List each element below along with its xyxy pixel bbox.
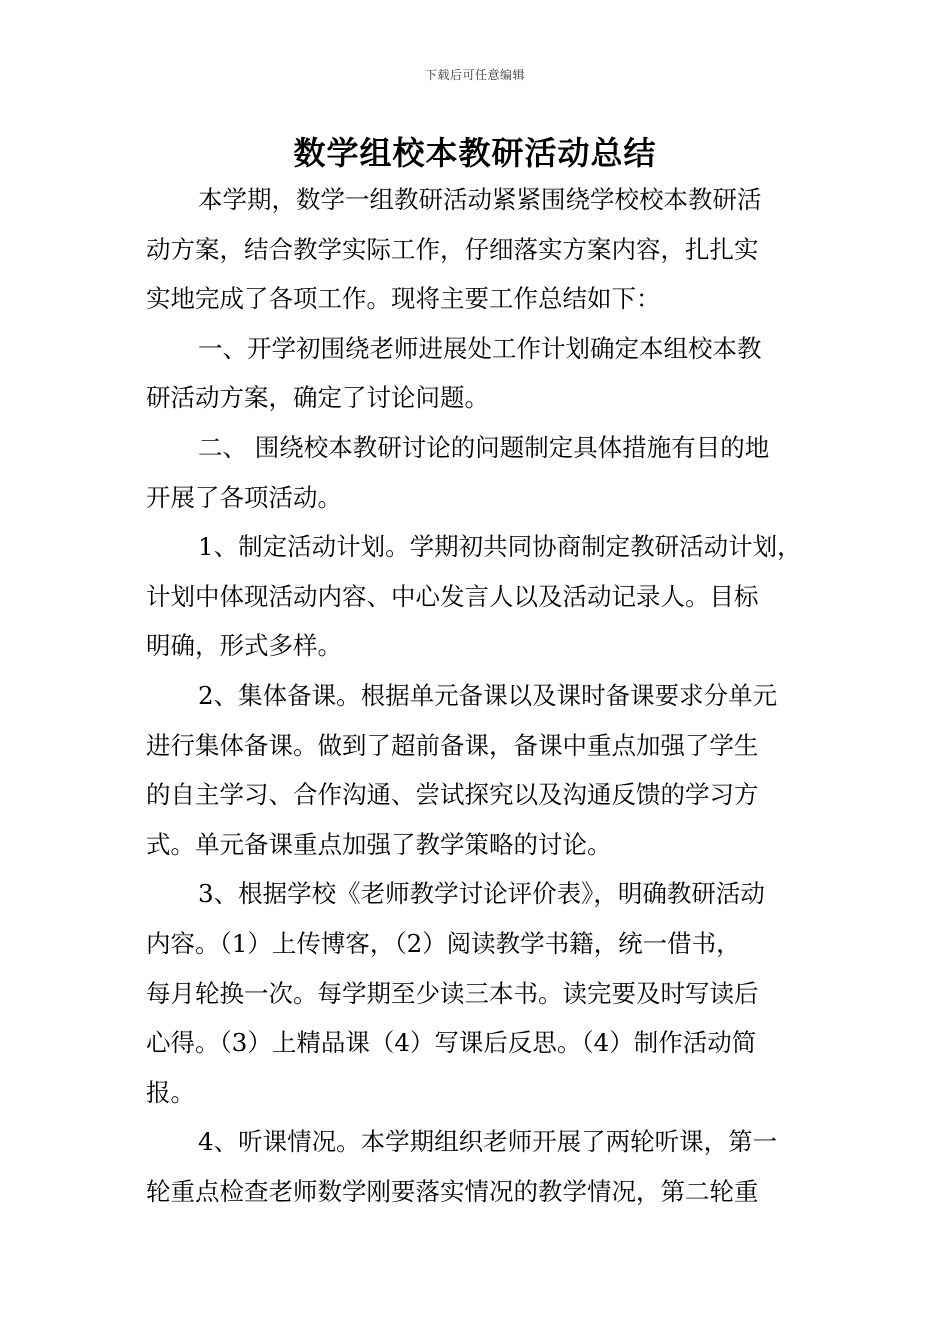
body-text-line: 开展了各项活动。 xyxy=(146,482,342,512)
body-text-line: 报。 xyxy=(146,1077,195,1107)
body-text-line: 式。单元备课重点加强了教学策略的讨论。 xyxy=(146,829,612,859)
body-text-line: 进行集体备课。做到了超前备课，备课中重点加强了学生 xyxy=(146,730,759,760)
body-text-line: 2、集体备课。根据单元备课以及课时备课要求分单元 xyxy=(198,680,778,710)
body-text-line: 二、 围绕校本教研讨论的问题制定具体措施有目的地 xyxy=(198,432,770,462)
body-text-line: 的自主学习、合作沟通、尝试探究以及沟通反馈的学习方 xyxy=(146,780,759,810)
body-text-line: 3、根据学校《老师教学讨论评价表》，明确教研活动 xyxy=(198,879,765,909)
header-note: 下载后可任意编辑 xyxy=(424,68,525,82)
body-text-line: 每月轮换一次。每学期至少读三本书。读完要及时写读后 xyxy=(146,978,759,1008)
body-text-line: 4、听课情况。本学期组织老师开展了两轮听课，第一 xyxy=(198,1127,778,1157)
body-text-line: 计划中体现活动内容、中心发言人以及活动记录人。目标 xyxy=(146,581,759,611)
body-text-line: 动方案，结合教学实际工作，仔细落实方案内容，扎扎实 xyxy=(146,234,759,264)
body-text-line: 轮重点检查老师数学刚要落实情况的教学情况，第二轮重 xyxy=(146,1176,759,1206)
document-title: 数学组校本教研活动总结 xyxy=(293,134,657,172)
body-text-line: 本学期，数学一组教研活动紧紧围绕学校校本教研活 xyxy=(198,185,762,214)
body-text-line: 实地完成了各项工作。现将主要工作总结如下： xyxy=(146,284,661,314)
body-text-line: 内容。（1）上传博客，（2）阅读教学书籍，统一借书， xyxy=(146,928,741,958)
body-text-line: 1、制定活动计划。学期初共同协商制定教研活动计划， xyxy=(198,532,802,562)
document-body xyxy=(146,175,806,1216)
body-text-line: 一、开学初围绕老师进展处工作计划确定本组校本教 xyxy=(198,333,762,363)
body-text-line: 研活动方案，确定了讨论问题。 xyxy=(146,383,489,413)
body-text-line: 明确，形式多样。 xyxy=(146,631,342,661)
body-text-line: 心得。（3）上精品课（4）写课后反思。（4）制作活动简 xyxy=(146,1028,757,1058)
